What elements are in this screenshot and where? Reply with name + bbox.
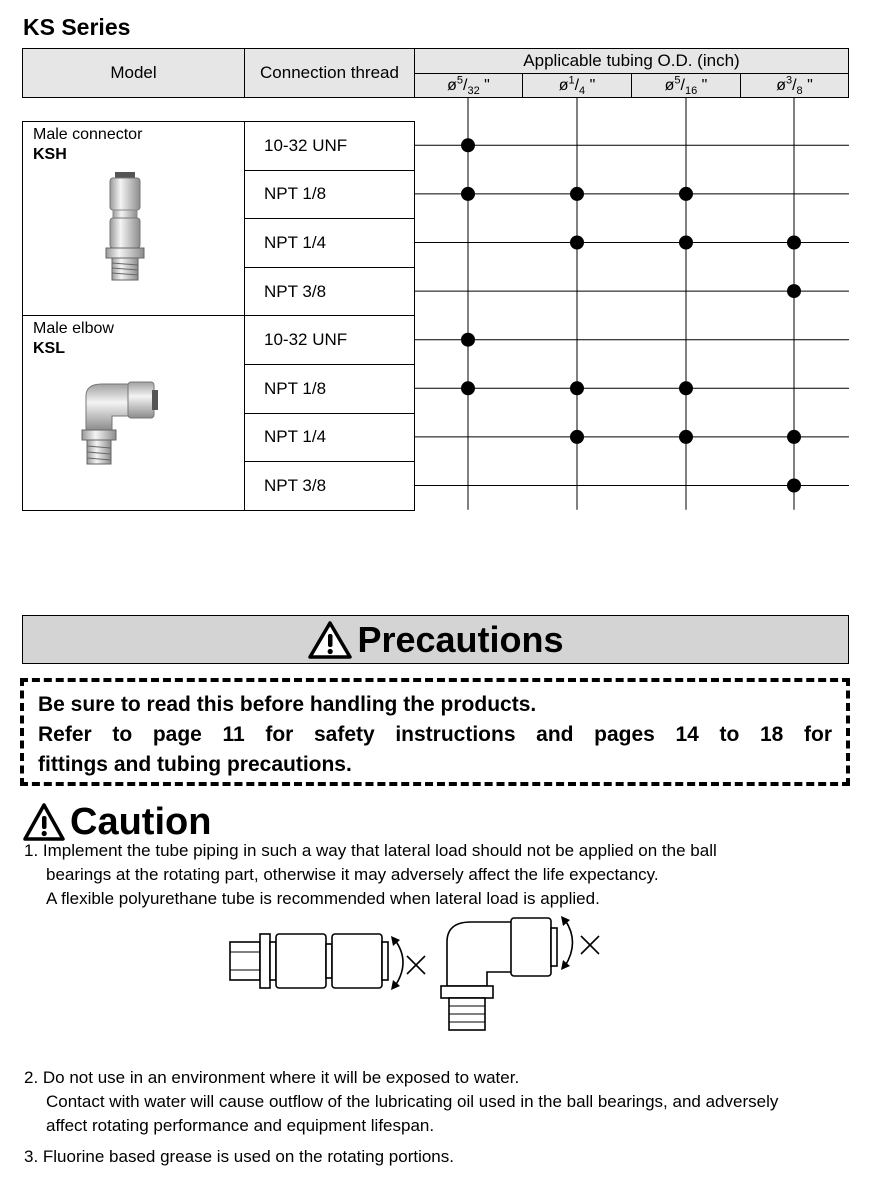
applicable-dot <box>787 284 801 298</box>
caution-item-2 <box>24 1066 854 1138</box>
applicable-dot <box>570 236 584 250</box>
applicable-dot <box>570 430 584 444</box>
thread-label: NPT 1/4 <box>264 232 327 252</box>
lateral-load-diagram <box>225 912 615 1037</box>
model-code: KSL <box>33 340 65 358</box>
warning-icon <box>22 802 66 842</box>
header-applicable-label: Applicable tubing O.D. (inch) <box>523 51 740 70</box>
applicable-dot <box>461 187 475 201</box>
caution-header <box>22 800 211 844</box>
applicable-dot <box>787 236 801 250</box>
precautions-banner <box>22 615 849 664</box>
caution-item-2-first: 2. Do not use in an environment where it will be exposed to water. <box>24 1068 520 1087</box>
ksh-product-image <box>100 170 150 285</box>
applicable-dot <box>570 187 584 201</box>
model-name: Male elbow <box>33 320 114 338</box>
applicable-dot <box>679 236 693 250</box>
model-code: KSH <box>33 146 67 163</box>
header-size-2: $ø^1/_4$ " <box>522 73 632 98</box>
thread-label: NPT 1/8 <box>264 378 327 398</box>
ksl-product-image <box>72 378 162 468</box>
series-title: KS Series <box>23 14 131 40</box>
thread-label: 10-32 UNF <box>264 330 348 350</box>
caution-item-1-line-3: A flexible polyurethane tube is recommended when lateral load is applied. <box>46 889 600 908</box>
applicable-dot <box>461 333 475 347</box>
thread-label: 10-32 UNF <box>264 135 348 155</box>
warning-icon <box>307 620 353 660</box>
notice-line-1: Be sure to read this before handling the products. <box>38 693 537 716</box>
thread-label: NPT 1/8 <box>264 184 327 204</box>
caution-item-3 <box>24 1145 854 1169</box>
applicable-dot <box>679 187 693 201</box>
applicable-dot <box>679 430 693 444</box>
notice-box <box>20 678 850 786</box>
model-name: Male connector <box>33 126 143 143</box>
header-model-label: Model <box>110 63 157 82</box>
header-size-4: $ø^3/_8$ " <box>740 73 849 98</box>
header-size-1: $ø^5/_{32}$ " <box>414 73 523 98</box>
header-connection-thread-label: Connection thread <box>260 63 399 82</box>
caution-item-3-first: 3. Fluorine based grease is used on the rotating portions. <box>24 1147 454 1166</box>
caution-title: Caution <box>70 800 212 843</box>
caution-item-2-line-3: affect rotating performance and equipment lifespan. <box>46 1116 435 1135</box>
thread-label: NPT 3/8 <box>264 281 327 301</box>
caution-item-1 <box>24 839 854 911</box>
header-size-3: $ø^5/_{16}$ " <box>631 73 741 98</box>
notice-line-3: fittings and tubing precautions. <box>38 753 352 776</box>
applicable-dot <box>461 138 475 152</box>
applicable-dot <box>461 381 475 395</box>
notice-line-2: Refer to page 11 for safety instructions and pages 14 to 18 for <box>38 723 832 746</box>
applicable-dot <box>787 479 801 493</box>
caution-item-1-first: 1. Implement the tube piping in such a way that lateral load should not be applied on the ball <box>24 841 717 860</box>
precautions-title: Precautions <box>357 618 564 660</box>
caution-item-2-line-2: Contact with water will cause outflow of the lubricating oil used in the ball bearings, and adversely <box>46 1092 779 1111</box>
caution-item-1-line-2: bearings at the rotating part, otherwise it may adversely affect the life expectancy. <box>46 865 659 884</box>
applicable-dot <box>679 381 693 395</box>
thread-label: NPT 3/8 <box>264 475 327 495</box>
applicable-dot <box>787 430 801 444</box>
thread-label: NPT 1/4 <box>264 427 327 447</box>
applicable-dot <box>570 381 584 395</box>
